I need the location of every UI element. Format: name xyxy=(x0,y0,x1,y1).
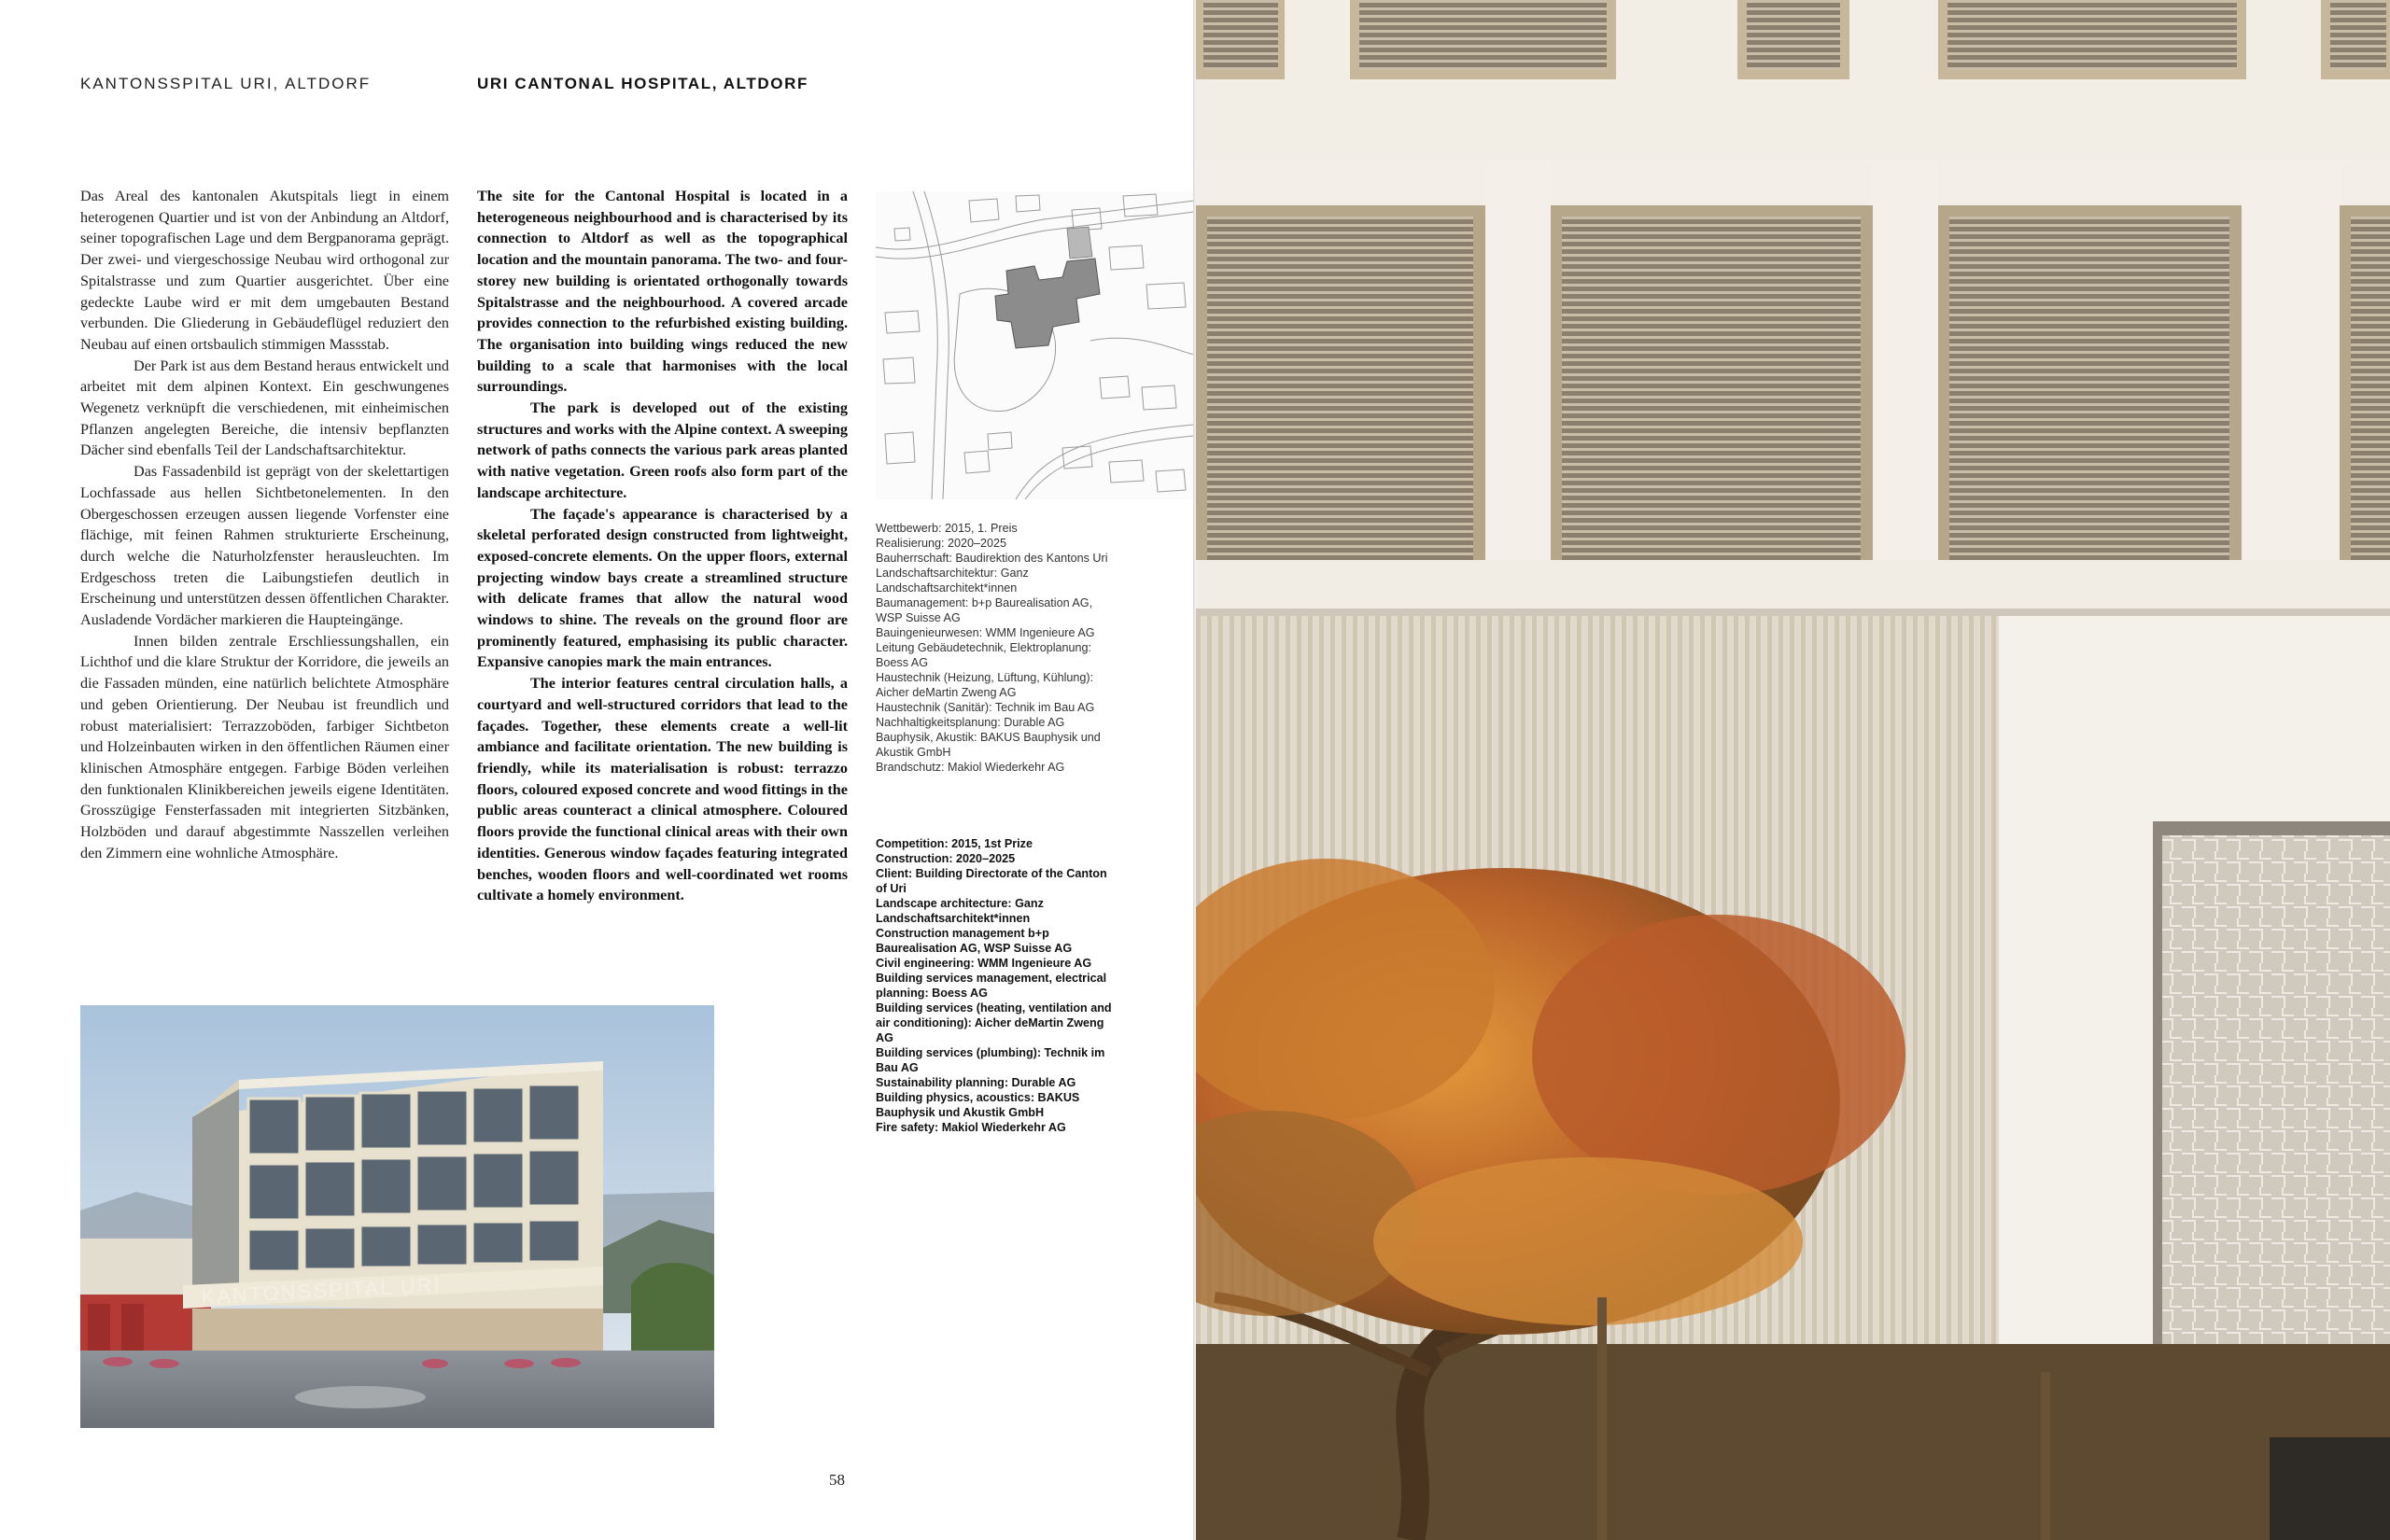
paragraph-en: The interior features central circulation halls, a courtyard and well-structured corridors that lead to the façades. Together, these elements create a well-lit ambiance and facilitate orientation. The new building is friendly, while its materialisation is robust: terrazzo floors, coloured exposed concrete and wood fittings in the public areas counteract a clinical atmosphere. Coloured floors provide the functional clinical areas with their own identities. Generous window façades featuring integrated benches, wooden floors and well-coordinated wet rooms cultivate a homely environment. xyxy=(477,675,848,904)
credit-line: Competition: 2015, 1st Prize xyxy=(876,837,1033,850)
facade-photo xyxy=(1196,0,2390,1540)
paragraph-en: The park is developed out of the existing structures and works with the Alpine context. A sweeping network of paths connects the various park areas planted with native vegetation. Green roofs also form part of the landscape architecture. xyxy=(477,399,848,501)
credit-line: Haustechnik (Sanitär): Technik im Bau AG xyxy=(876,701,1095,714)
paragraph-en: The façade's appearance is characterised by a skeletal perforated design constructed from lightweight, exposed-concrete elements. On the upper floors, external projecting window bays create a streamlined structure with delicate frames that allow the natural wood windows to shine. The reveals on the ground floor are prominently featured, emphasising its public character. Expansive canopies mark the main entrances. xyxy=(477,505,848,671)
english-text-column xyxy=(477,186,848,906)
paragraph-de: Das Areal des kantonalen Akutspitals liegt in einem heterogenen Quartier und ist von der Anbindung an Altdorf, seiner topografischen Lage und dem Bergpanorama geprägt. Der zwei- und viergeschossige Neubau wird orthogonal zur Spitalstrasse und zum Quartier ausgerichtet. Über eine gedeckte Laube wird er mit dem umgebauten Bestand verbunden. Die Gliederung in Gebäudeflügel reduziert den Neubau auf einen ortsbaulich stimmigen Massstab. xyxy=(80,188,449,353)
running-header-german: KANTONSSPITAL URI, ALTDORF xyxy=(80,75,372,92)
credit-line: Bauphysik, Akustik: BAKUS Bauphysik und Akustik GmbH xyxy=(876,731,1101,759)
credit-line: Bauingenieurwesen: WMM Ingenieure AG xyxy=(876,626,1095,639)
credit-line: Bauherrschaft: Baudirektion des Kantons Uri xyxy=(876,552,1108,565)
credit-line: Baumanagement: b+p Baurealisation AG, WSP Suisse AG xyxy=(876,596,1093,624)
credit-line: Landschaftsarchitektur: Ganz Landschaftsarchitekt*innen xyxy=(876,567,1029,595)
credit-line: Construction management b+p Baurealisation AG, WSP Suisse AG xyxy=(876,927,1073,955)
credit-line: Building services (plumbing): Technik im Bau AG xyxy=(876,1046,1105,1074)
left-page xyxy=(0,0,1194,1540)
building-sign: KANTONSSPITAL URI xyxy=(200,1272,443,1309)
credit-line: Construction: 2020–2025 xyxy=(876,852,1016,865)
credit-line: Sustainability planning: Durable AG xyxy=(876,1076,1076,1089)
paragraph-de: Der Park ist aus dem Bestand heraus entwickelt und arbeitet mit dem alpinen Kontext. Ein geschwungenes Wegenetz verknüpft die verschiedenen, mit einheimischen Pflanzen angelegten Bereiche, die intensiv bepflanzten Dächer sind ebenfalls Teil der Landschaftsarchitektur. xyxy=(80,357,449,459)
paragraph-en: The site for the Cantonal Hospital is located in a heterogeneous neighbourhood and is characterised by its connection to Altdorf as well as the topographical location and the mountain panorama. The two- and four-storey new building is orientated orthogonally towards Spitalstrasse and the neighbourhood. A covered arcade provides connection to the refurbished existing building. The organisation into building wings reduced the new building to a scale that harmonises with the local surroundings. xyxy=(477,188,848,396)
credit-line: Civil engineering: WMM Ingenieure AG xyxy=(876,957,1092,970)
credit-line: Building services (heating, ventilation and air conditioning): Aicher deMartin Zweng AG xyxy=(876,1001,1112,1044)
credit-line: Building physics, acoustics: BAKUS Bauphysik und Akustik GmbH xyxy=(876,1091,1080,1119)
credit-line: Brandschutz: Makiol Wiederkehr AG xyxy=(876,761,1065,774)
credit-line: Leitung Gebäudetechnik, Elektroplanung: Boess AG xyxy=(876,641,1092,669)
credit-line: Wettbewerb: 2015, 1. Preis xyxy=(876,522,1018,535)
project-credits-english xyxy=(876,836,1118,1135)
credit-line: Client: Building Directorate of the Canton of Uri xyxy=(876,867,1107,895)
credit-line: Realisierung: 2020–2025 xyxy=(876,537,1007,550)
german-text-column xyxy=(80,186,449,864)
project-credits-german xyxy=(876,521,1118,775)
credit-line: Nachhaltigkeitsplanung: Durable AG xyxy=(876,716,1065,729)
page-number: 58 xyxy=(829,1471,845,1489)
paragraph-de: Das Fassadenbild ist geprägt von der skelettartigen Lochfassade aus hellen Sichtbetonelementen. In den Obergeschossen erzeugen aussen liegende Vorfenster eine flächige, mit feinen Rahmen strukturierte Erscheinung, durch welche die Naturholzfenster herausleuchten. Im Erdgeschoss treten die Laibungstiefen deutlich in Erscheinung und unterstützen dessen öffentlichen Charakter. Ausladende Vordächer markieren die Haupteingänge. xyxy=(80,463,449,629)
credit-line: Building services management, electrical planning: Boess AG xyxy=(876,972,1107,1000)
hospital-exterior-photo xyxy=(80,1005,714,1428)
credit-line: Haustechnik (Heizung, Lüftung, Kühlung): Aicher deMartin Zweng AG xyxy=(876,671,1094,699)
credit-line: Landscape architecture: Ganz Landschaftsarchitekt*innen xyxy=(876,897,1044,925)
paragraph-de: Innen bilden zentrale Erschliessungshallen, ein Lichthof und die klare Struktur der Korridore, die jeweils an die Fassaden münden, eine natürlich belichtete Atmosphäre und geben Orientierung. Der Neubau ist freundlich und robust materialisiert: Terrazzoböden, farbiger Sichtbeton und Holzeinbauten wirken in den öffentlichen Räumen einer klinischen Atmosphäre entgegen. Farbige Böden verleihen den funktionalen Klinikbereichen jeweils eigene Identitäten. Grosszügige Fensterfassaden mit integrierten Sitzbänken, Holzböden und darauf abgestimmte Nasszellen verleihen den Zimmern eine wohnliche Atmosphäre. xyxy=(80,632,449,861)
credit-line: Fire safety: Makiol Wiederkehr AG xyxy=(876,1121,1066,1134)
running-header-english: URI CANTONAL HOSPITAL, ALTDORF xyxy=(477,75,808,92)
site-plan-image xyxy=(876,191,1194,499)
